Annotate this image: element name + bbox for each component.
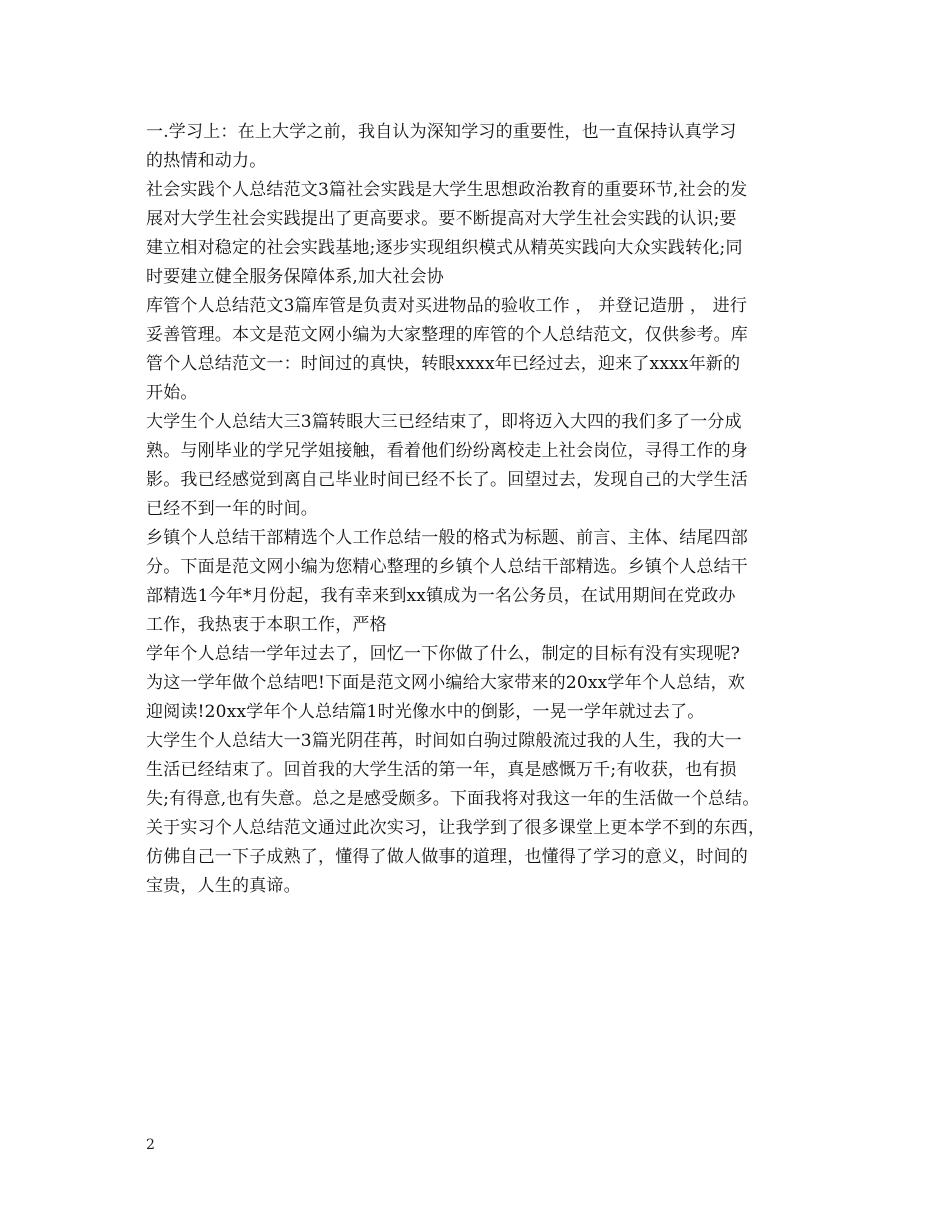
paragraph-social-practice <box>146 176 810 292</box>
paragraph-freshman-year <box>146 727 810 814</box>
paragraph-township-cadre <box>146 524 810 640</box>
text-line: 妥善管理。本文是范文网小编为大家整理的库管的个人总结范文，仅供参考。库 <box>146 325 748 345</box>
text-line: 展对大学生社会实践提出了更高要求。要不断提高对大学生社会实践的认识;要 <box>146 209 737 229</box>
text-line: 大学生个人总结大三3篇转眼大三已经结束了，即将迈入大四的我们多了一分成 <box>146 412 742 432</box>
page-number: 2 <box>146 1137 155 1153</box>
text-line: 一.学习上：在上大学之前，我自认为深知学习的重要性，也一直保持认真学习 <box>146 122 737 142</box>
text-line: 社会实践个人总结范文3篇社会实践是大学生思想政治教育的重要环节,社会的发 <box>146 180 748 200</box>
text-line: 失;有得意,也有失意。总之是感受颇多。下面我将对我这一年的生活做一个总结。 <box>146 789 760 809</box>
text-line: 宝贵，人生的真谛。 <box>146 876 301 896</box>
text-line: 分。下面是范文网小编为您精心整理的乡镇个人总结干部精选。乡镇个人总结干 <box>146 557 748 577</box>
text-line: 建立相对稳定的社会实践基地;逐步实现组织模式从精英实践向大众实践转化;同 <box>146 238 743 258</box>
text-line: 关于实习个人总结范文通过此次实习，让我学到了很多课堂上更本学不到的东西， <box>146 818 766 838</box>
text-line: 管个人总结范文一：时间过的真快，转眼xxxx年已经过去，迎来了xxxx年新的 <box>146 354 741 374</box>
paragraph-study <box>146 118 810 176</box>
text-line: 熟。与刚毕业的学兄学姐接触，看着他们纷纷离校走上社会岗位，寻得工作的身 <box>146 441 748 461</box>
text-line: 的热情和动力。 <box>146 151 267 171</box>
text-line: 工作，我热衷于本职工作，严格 <box>146 615 387 635</box>
text-line: 乡镇个人总结干部精选个人工作总结一般的格式为标题、前言、主体、结尾四部 <box>146 528 748 548</box>
text-line: 学年个人总结一学年过去了，回忆一下你做了什么，制定的目标有没有实现呢? <box>146 644 741 664</box>
text-line: 库管个人总结范文3篇库管是负责对买进物品的验收工作 ， 并登记造册 ， 进行 <box>146 296 748 316</box>
paragraph-warehouse <box>146 292 810 408</box>
text-line: 已经不到一年的时间。 <box>146 499 318 519</box>
paragraph-internship <box>146 814 810 901</box>
text-line: 为这一学年做个总结吧!下面是范文网小编给大家带来的20xx学年个人总结，欢 <box>146 673 746 693</box>
text-line: 仿佛自己一下子成熟了，懂得了做人做事的道理，也懂得了学习的意义，时间的 <box>146 847 748 867</box>
text-line: 时要建立健全服务保障体系,加大社会协 <box>146 267 445 287</box>
text-line: 大学生个人总结大一3篇光阴荏苒，时间如白驹过隙般流过我的人生，我的大一 <box>146 731 742 751</box>
paragraph-school-year <box>146 640 810 727</box>
text-line: 生活已经结束了。回首我的大学生活的第一年，真是感慨万千;有收获，也有损 <box>146 760 737 780</box>
text-line: 迎阅读!20xx学年个人总结篇1时光像水中的倒影，一晃一学年就过去了。 <box>146 702 705 722</box>
document-body <box>146 118 810 901</box>
paragraph-junior-year <box>146 408 810 524</box>
text-line: 开始。 <box>146 383 198 403</box>
text-line: 影。我已经感觉到离自己毕业时间已经不长了。回望过去，发现自己的大学生活 <box>146 470 748 490</box>
text-line: 部精选1今年*月份起，我有幸来到xx镇成为一名公务员，在试用期间在党政办 <box>146 586 736 606</box>
